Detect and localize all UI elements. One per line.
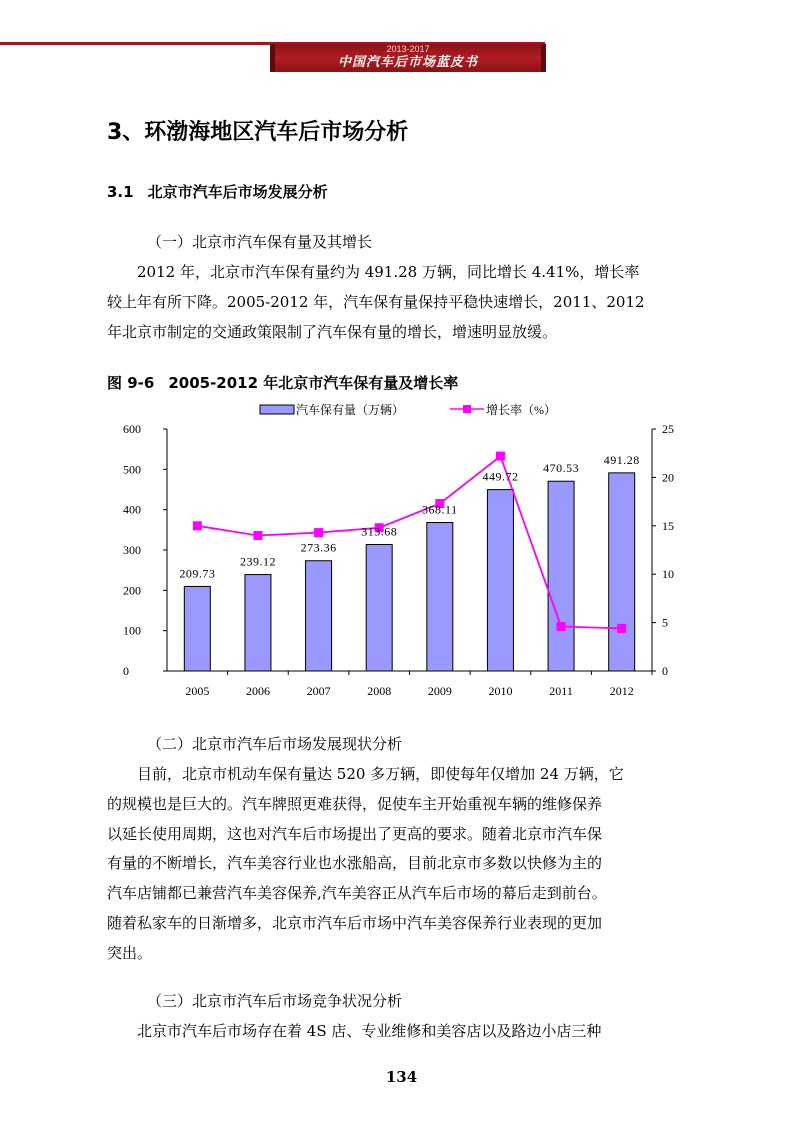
part1-line: 年北京市制定的交通政策限制了汽车保有量的增长，增速明显放缓。 bbox=[107, 322, 558, 341]
left-axis-tick-label: 0 bbox=[123, 664, 129, 678]
left-axis-tick-label: 500 bbox=[123, 462, 141, 477]
bar bbox=[427, 523, 453, 671]
bar bbox=[548, 481, 574, 671]
right-axis-tick-label: 10 bbox=[662, 567, 674, 582]
ownership-growth-chart bbox=[107, 395, 697, 705]
header-years: 2013-2017 bbox=[386, 44, 430, 54]
bar-data-label: 449.72 bbox=[482, 469, 519, 484]
bar bbox=[487, 490, 513, 671]
figure-number: 图 9-6 bbox=[107, 374, 155, 392]
part1-line: 2012 年，北京市汽车保有量约为 491.28 万辆，同比增长 4.41%，增长率 bbox=[137, 263, 640, 281]
right-axis-tick-label: 25 bbox=[662, 422, 674, 436]
bar-data-label: 313.68 bbox=[361, 524, 398, 539]
right-axis-tick-label: 0 bbox=[662, 664, 668, 678]
bar-data-label: 273.36 bbox=[300, 540, 337, 555]
figure-caption bbox=[107, 372, 458, 393]
left-axis-tick-label: 600 bbox=[123, 422, 141, 436]
part2-line: 目前，北京市机动车保有量达 520 多万辆，即使每年仅增加 24 万辆，它 bbox=[137, 765, 624, 783]
part3-heading: （三）北京市汽车后市场竞争状况分析 bbox=[147, 992, 403, 1010]
subsection-title bbox=[107, 181, 328, 202]
part1-heading: （一）北京市汽车保有量及其增长 bbox=[147, 233, 373, 251]
part3-paragraph bbox=[107, 1017, 687, 1047]
bar bbox=[609, 473, 635, 671]
x-axis-tick-label: 2007 bbox=[306, 684, 331, 698]
bar-data-label: 239.12 bbox=[239, 554, 276, 569]
bar-data-label: 209.73 bbox=[179, 566, 216, 581]
bar-data-label: 491.28 bbox=[603, 452, 640, 467]
x-axis-tick-label: 2008 bbox=[367, 684, 392, 698]
part2-line: 的规模也是巨大的。汽车牌照更难获得，促使车主开始重视车辆的维修保养 bbox=[107, 794, 603, 813]
growth-rate-point bbox=[496, 452, 505, 461]
bar bbox=[366, 544, 392, 671]
part2-line: 突出。 bbox=[107, 943, 153, 962]
right-axis-tick-label: 5 bbox=[662, 615, 668, 630]
growth-rate-point bbox=[253, 531, 262, 540]
right-axis-tick-label: 15 bbox=[662, 518, 674, 533]
x-axis-tick-label: 2010 bbox=[488, 684, 513, 698]
subsection-text: 北京市汽车后市场发展分析 bbox=[147, 183, 328, 201]
right-axis-tick-label: 20 bbox=[662, 470, 674, 485]
figure-title: 2005-2012 年北京市汽车保有量及增长率 bbox=[168, 374, 459, 392]
growth-rate-point bbox=[617, 624, 626, 633]
legend-line-label: 增长率（%） bbox=[486, 403, 556, 417]
part2-line: 随着私家车的日渐增多，北京市汽车后市场中汽车美容保养行业表现的更加 bbox=[107, 913, 603, 932]
part2-heading: （二）北京市汽车后市场发展现状分析 bbox=[147, 735, 403, 753]
part2-line: 汽车店铺都已兼营汽车美容保养,汽车美容正从汽车后市场的幕后走到前台。 bbox=[107, 884, 607, 903]
left-axis-tick-label: 200 bbox=[123, 583, 141, 598]
x-axis-tick-label: 2009 bbox=[427, 684, 452, 698]
subsection-number: 3.1 bbox=[107, 183, 134, 201]
part2-paragraph bbox=[107, 760, 687, 969]
page-number: 134 bbox=[385, 1068, 418, 1086]
section-title: 3、环渤海地区汽车后市场分析 bbox=[107, 120, 409, 145]
x-axis-tick-label: 2005 bbox=[185, 684, 210, 698]
bar bbox=[184, 586, 210, 671]
legend-bar-swatch bbox=[260, 405, 294, 414]
part2-line: 以延长使用周期，这也对汽车后市场提出了更高的要求。随着北京市汽车保 bbox=[107, 824, 603, 843]
bar bbox=[245, 575, 271, 671]
header-title: 中国汽车后市场蓝皮书 bbox=[337, 55, 478, 70]
bar-data-label: 470.53 bbox=[543, 461, 580, 476]
chart-legend bbox=[260, 402, 556, 417]
part3-line: 北京市汽车后市场存在着 4S 店、专业维修和美容店以及路边小店三种 bbox=[137, 1022, 602, 1040]
bar-data-label: 368.11 bbox=[422, 502, 458, 517]
growth-rate-point bbox=[193, 521, 202, 530]
bar bbox=[306, 561, 332, 671]
part2-line: 有量的不断增长，汽车美容行业也水涨船高，目前北京市多数以快修为主的 bbox=[107, 854, 603, 873]
legend-line-marker bbox=[463, 405, 471, 413]
growth-rate-point bbox=[557, 622, 566, 631]
left-axis-tick-label: 300 bbox=[123, 543, 141, 557]
legend-bar-label: 汽车保有量（万辆） bbox=[296, 403, 405, 417]
x-axis-tick-label: 2011 bbox=[549, 684, 573, 698]
growth-rate-point bbox=[314, 528, 323, 537]
left-axis-tick-label: 400 bbox=[123, 502, 141, 517]
part1-line: 较上年有所下降。2005-2012 年，汽车保有量保持平稳快速增长，2011、2012 bbox=[107, 292, 645, 311]
part1-paragraph bbox=[107, 258, 687, 347]
header-banner bbox=[270, 44, 546, 72]
x-axis-tick-label: 2006 bbox=[245, 684, 270, 698]
x-axis-tick-label: 2012 bbox=[609, 684, 634, 698]
left-axis-tick-label: 100 bbox=[123, 623, 141, 638]
